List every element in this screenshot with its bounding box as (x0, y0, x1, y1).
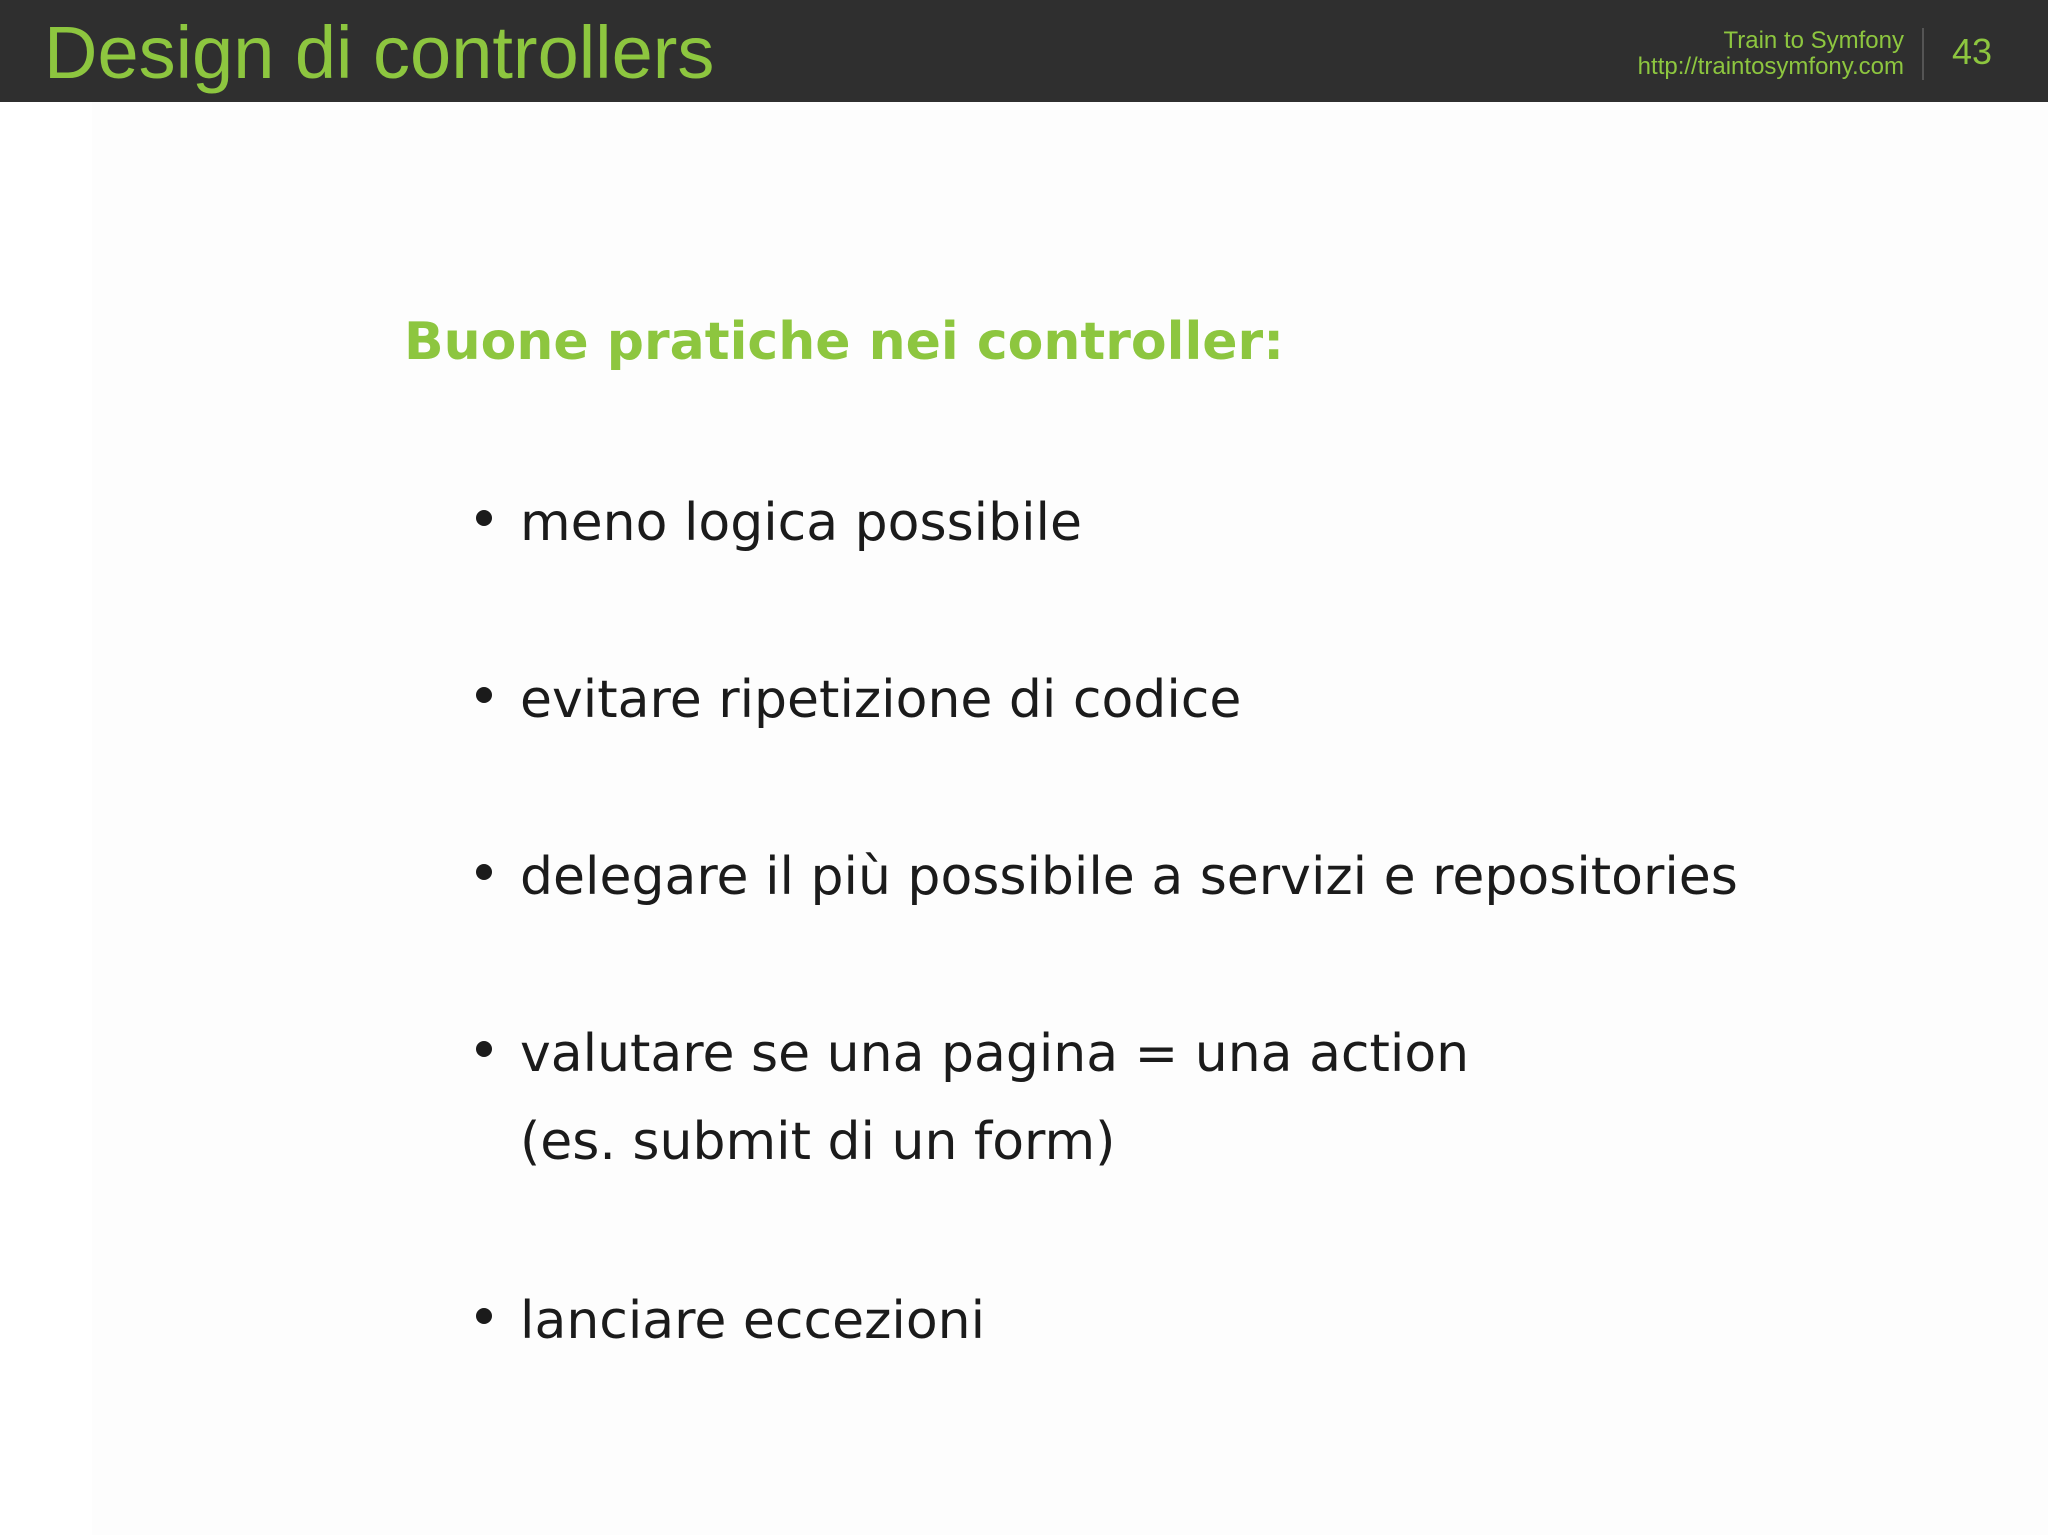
bullet-line: (es. submit di un form) (520, 1112, 1116, 1172)
bullet-dot-icon (476, 1041, 492, 1057)
brand-url: http://traintosymfony.com (1637, 53, 1904, 80)
bullet-item (0, 1277, 2048, 1377)
bullet-text (520, 479, 1082, 567)
bullet-line: valutare se una pagina = una action (520, 1024, 1470, 1084)
bullet-dot-icon (476, 510, 492, 526)
bullet-text (520, 656, 1241, 744)
bullet-line: delegare il più possibile a servizi e repositories (520, 847, 1738, 907)
bullet-dot-icon (476, 864, 492, 880)
brand-name: Train to Symfony (1723, 27, 1904, 54)
bullet-dot-icon (476, 687, 492, 703)
bullet-line: lanciare eccezioni (520, 1291, 986, 1351)
bullet-item (0, 833, 2048, 933)
bullet-line: meno logica possibile (520, 493, 1082, 553)
bullet-text (520, 1010, 1469, 1186)
bullet-text (520, 833, 1738, 921)
slide-title: Design di controllers (44, 11, 715, 94)
bullet-dot-icon (476, 1308, 492, 1324)
bullet-item (0, 656, 2048, 756)
page-number: 43 (1952, 31, 1993, 72)
bullet-text (520, 1277, 985, 1365)
section-title: Buone pratiche nei controller: (404, 312, 1284, 372)
bullet-item (0, 479, 2048, 579)
bullet-item (0, 1010, 2048, 1200)
bullet-line: evitare ripetizione di codice (520, 670, 1242, 730)
